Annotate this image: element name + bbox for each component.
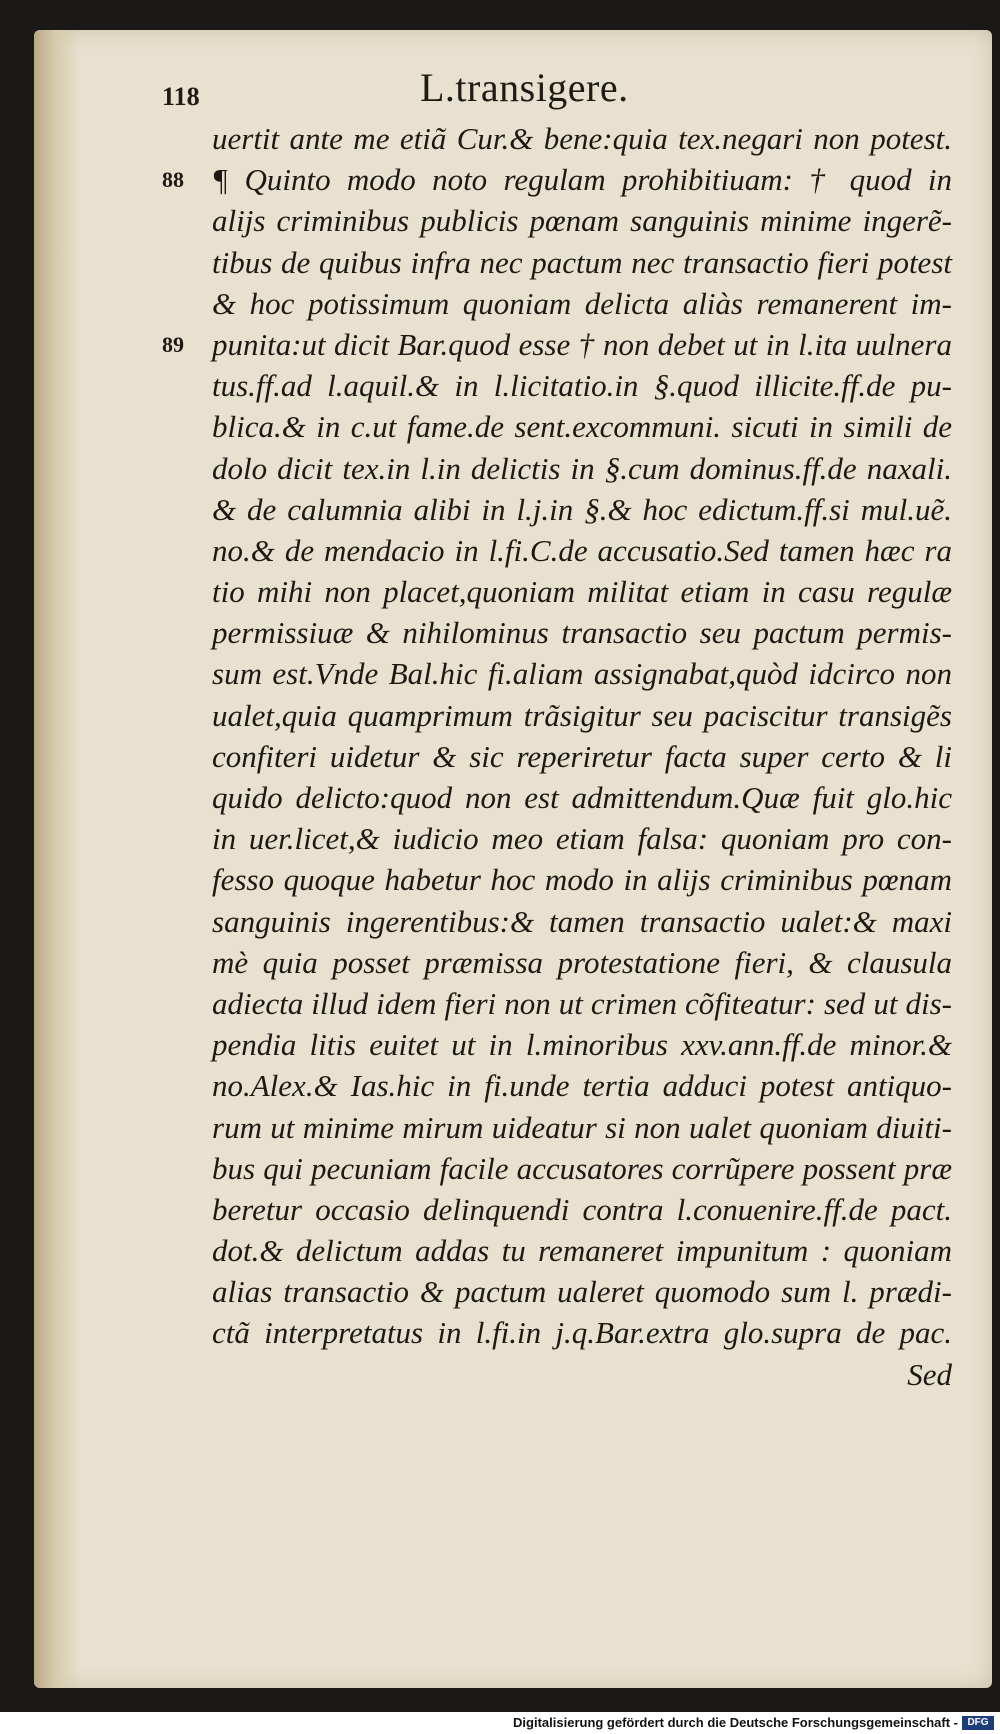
text-line <box>212 1189 952 1230</box>
line-text: beretur occasio delinquendi contra l.conuenire.ff.de pact. <box>212 1191 952 1227</box>
text-line <box>212 1271 952 1312</box>
digitization-footer <box>0 1712 1000 1734</box>
margin-number: 88 <box>162 167 184 193</box>
line-text: blica.& in c.ut fame.de sent.excommuni. sicuti in simili de <box>212 409 952 445</box>
text-line <box>212 1024 952 1065</box>
text-line <box>212 736 952 777</box>
line-text: tibus de quibus infra nec pactum nec transactio fieri potest <box>212 244 952 280</box>
line-text: ¶ Quinto modo noto regulam prohibitiuam: † quod in <box>212 162 952 198</box>
line-text: permissiuæ & nihilominus transactio seu pactum permis- <box>212 615 952 651</box>
text-line <box>212 818 952 859</box>
text-line <box>212 983 952 1024</box>
text-line <box>212 283 952 324</box>
text-line <box>212 695 952 736</box>
line-text: ualet,quia quamprimum trãsigitur seu paciscitur transigẽs <box>212 697 952 733</box>
line-text: sum est.Vnde Bal.hic fi.aliam assignabat,quòd idcirco non <box>212 656 952 692</box>
line-text: tus.ff.ad l.aquil.& in l.licitatio.in §.quod illicite.ff.de pu- <box>212 368 952 404</box>
line-text: tio mihi non placet,quoniam militat etiam in casu regulæ <box>212 574 952 610</box>
line-text: quido delicto:quod non est admittendum.Quæ fuit glo.hic <box>212 780 952 815</box>
text-line <box>212 777 952 818</box>
text-line <box>212 942 952 983</box>
dfg-logo: DFG <box>962 1716 994 1730</box>
text-line <box>212 859 952 900</box>
text-line <box>212 242 952 283</box>
text-line <box>212 1312 952 1353</box>
line-text: sanguinis ingerentibus:& tamen transactio ualet:& maxi <box>212 903 952 939</box>
text-line <box>212 489 952 530</box>
line-text: bus qui pecuniam facile accusatores corrũpere possent præ <box>212 1150 952 1186</box>
line-text: uertit ante me etiã Cur.& bene:quia tex.negari non potest. <box>212 121 952 156</box>
line-text: no.& de mendacio in l.fi.C.de accusatio.Sed tamen hæc ra <box>212 532 952 568</box>
text-line <box>212 365 952 406</box>
text-line <box>212 1148 952 1189</box>
line-text: punita:ut dicit Bar.quod esse † non debet ut in l.ita uulnera <box>212 326 952 362</box>
text-line <box>212 118 952 159</box>
line-text: alias transactio & pactum ualeret quomodo sum l. prædi- <box>212 1274 952 1310</box>
line-text: in uer.licet,& iudicio meo etiam falsa: quoniam pro con- <box>212 821 952 857</box>
text-line <box>212 1065 952 1106</box>
text-line <box>212 571 952 612</box>
line-text: confiteri uidetur & sic reperiretur facta super certo & li <box>212 738 952 774</box>
text-line <box>212 612 952 653</box>
line-text: & hoc potissimum quoniam delicta aliàs remanerent im- <box>212 285 952 321</box>
running-title: L.transigere. <box>420 65 629 110</box>
margin-number: 89 <box>162 331 184 357</box>
text-line <box>162 324 952 365</box>
line-text: ctã interpretatus in l.fi.in j.q.Bar.extra glo.supra de pac. <box>212 1315 952 1351</box>
text-line <box>212 406 952 447</box>
page-number: 118 <box>162 82 200 111</box>
line-text: no.Alex.& Ias.hic in fi.unde tertia adduci potest antiquo- <box>212 1068 952 1104</box>
text-block <box>162 118 952 1395</box>
text-line <box>212 200 952 241</box>
text-line <box>212 1230 952 1271</box>
text-line <box>212 901 952 942</box>
line-text: adiecta illud idem fieri non ut crimen cõfiteatur: sed ut dis- <box>212 985 952 1021</box>
text-line <box>212 653 952 694</box>
page-gutter-shadow <box>34 30 80 1688</box>
catchword: Sed <box>907 1356 952 1392</box>
line-text: pendia litis euitet ut in l.minoribus xxv.ann.ff.de minor.& <box>212 1027 952 1063</box>
text-line <box>212 448 952 489</box>
footer-credit: Digitalisierung gefördert durch die Deutsche Forschungsgemeinschaft - <box>513 1715 958 1730</box>
text-line <box>212 530 952 571</box>
line-text: rum ut minime mirum uideatur si non ualet quoniam diuiti- <box>212 1109 952 1145</box>
line-text: dolo dicit tex.in l.in delictis in §.cum dominus.ff.de naxali. <box>212 450 952 486</box>
page-header <box>0 60 1000 120</box>
line-text: dot.& delictum addas tu remaneret impunitum : quoniam <box>212 1233 952 1269</box>
line-text: fesso quoque habetur hoc modo in alijs criminibus pœnam <box>212 862 952 898</box>
text-line <box>212 1107 952 1148</box>
text-line <box>162 159 952 200</box>
line-text: & de calumnia alibi in l.j.in §.& hoc edictum.ff.si mul.uẽ. <box>212 491 952 527</box>
line-text: mè quia posset præmissa protestatione fieri, & clausula <box>212 944 952 980</box>
line-text: alijs criminibus publicis pœnam sanguinis minime ingerẽ- <box>212 203 952 239</box>
